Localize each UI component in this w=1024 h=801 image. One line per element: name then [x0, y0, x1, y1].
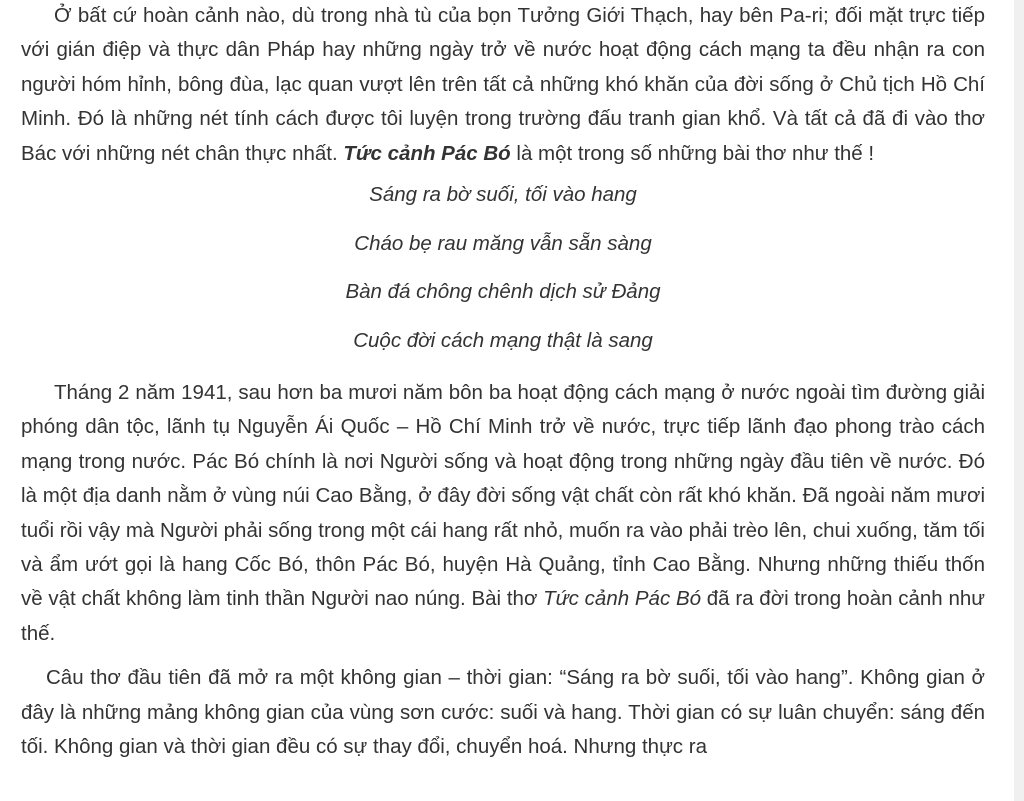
poem-line: Cháo bẹ rau măng vẫn sẵn sàng [354, 231, 652, 255]
context-text: Tháng 2 năm 1941, sau hơn ba mươi năm bôn ba hoạt động cách mạng ở nước ngoài tìm đường giải phóng dân tộc, lãnh tụ Nguyễn Ái Quốc – Hồ Chí Minh trở về nước, trực tiếp lãnh đạo phong trào cách mạng trong nước. Pác Bó chính là nơi Người sống và hoạt động trong những ngày đầu tiên về nước. Đó là một địa danh nằm ở vùng núi Cao Bằng, ở đây đời sống vật chất còn rất khó khăn. Đã ngoài năm mươi tuổi rồi vậy mà Người phải sống trong một cái hang rất nhỏ, muốn ra vào phải trèo lên, chui xuống, tăm tối và ẩm ướt gọi là hang Cốc Bó, thôn Pác Bó, huyện Hà Quảng, tỉnh Cao Bằng. Nhưng những thiếu thốn về vật chất không làm tinh thần Người nao núng. Bài thơ [21, 381, 985, 611]
intro-text: Ở bất cứ hoàn cảnh nào, dù trong nhà tù của bọn Tưởng Giới Thạch, hay bên Pa-ri; đối mặt trực tiếp với gián điệp và thực dân Pháp hay những ngày trở về nước hoạt động cách mạng ta đều nhận ra con người hóm hỉnh, bông đùa, lạc quan vượt lên trên tất cả những khó khăn của đời sống ở Chủ tịch Hồ Chí Minh. Đó là những nét tính cách được tôi luyện trong trường đấu tranh gian khổ. Và tất cả đã đi vào thơ Bác với những nét chân thực nhất. [21, 4, 985, 165]
poem-line: Bàn đá chông chênh dịch sử Đảng [345, 280, 661, 304]
analysis-text: Câu thơ đầu tiên đã mở ra một không gian – thời gian: “Sáng ra bờ suối, tối vào hang”. Không gian ở đây là những mảng không gian của vùng sơn cước: suối và hang. Thời gian có sự luân chuyển: sáng đến tối. Không gian và thời gian đều có sự thay đổi, chuyển hoá. Nhưng thực ra [21, 666, 985, 759]
poem-title-bold: Tức cảnh Pác Bó [343, 141, 511, 165]
poem-block [21, 171, 985, 365]
paragraph-analysis [21, 661, 985, 764]
intro-tail: là một trong số những bài thơ như thế ! [510, 141, 875, 165]
scrollbar-track[interactable] [1014, 0, 1024, 801]
poem-line: Cuộc đời cách mạng thật là sang [353, 328, 653, 352]
paragraph-intro [21, 0, 985, 171]
context-tail: đã ra đời trong hoàn cảnh như thế. [21, 587, 985, 645]
poem-title-italic: Tức cảnh Pác Bó [543, 587, 702, 611]
article-body [21, 0, 985, 765]
paragraph-context [21, 376, 985, 651]
poem-line: Sáng ra bờ suối, tối vào hang [369, 183, 637, 207]
